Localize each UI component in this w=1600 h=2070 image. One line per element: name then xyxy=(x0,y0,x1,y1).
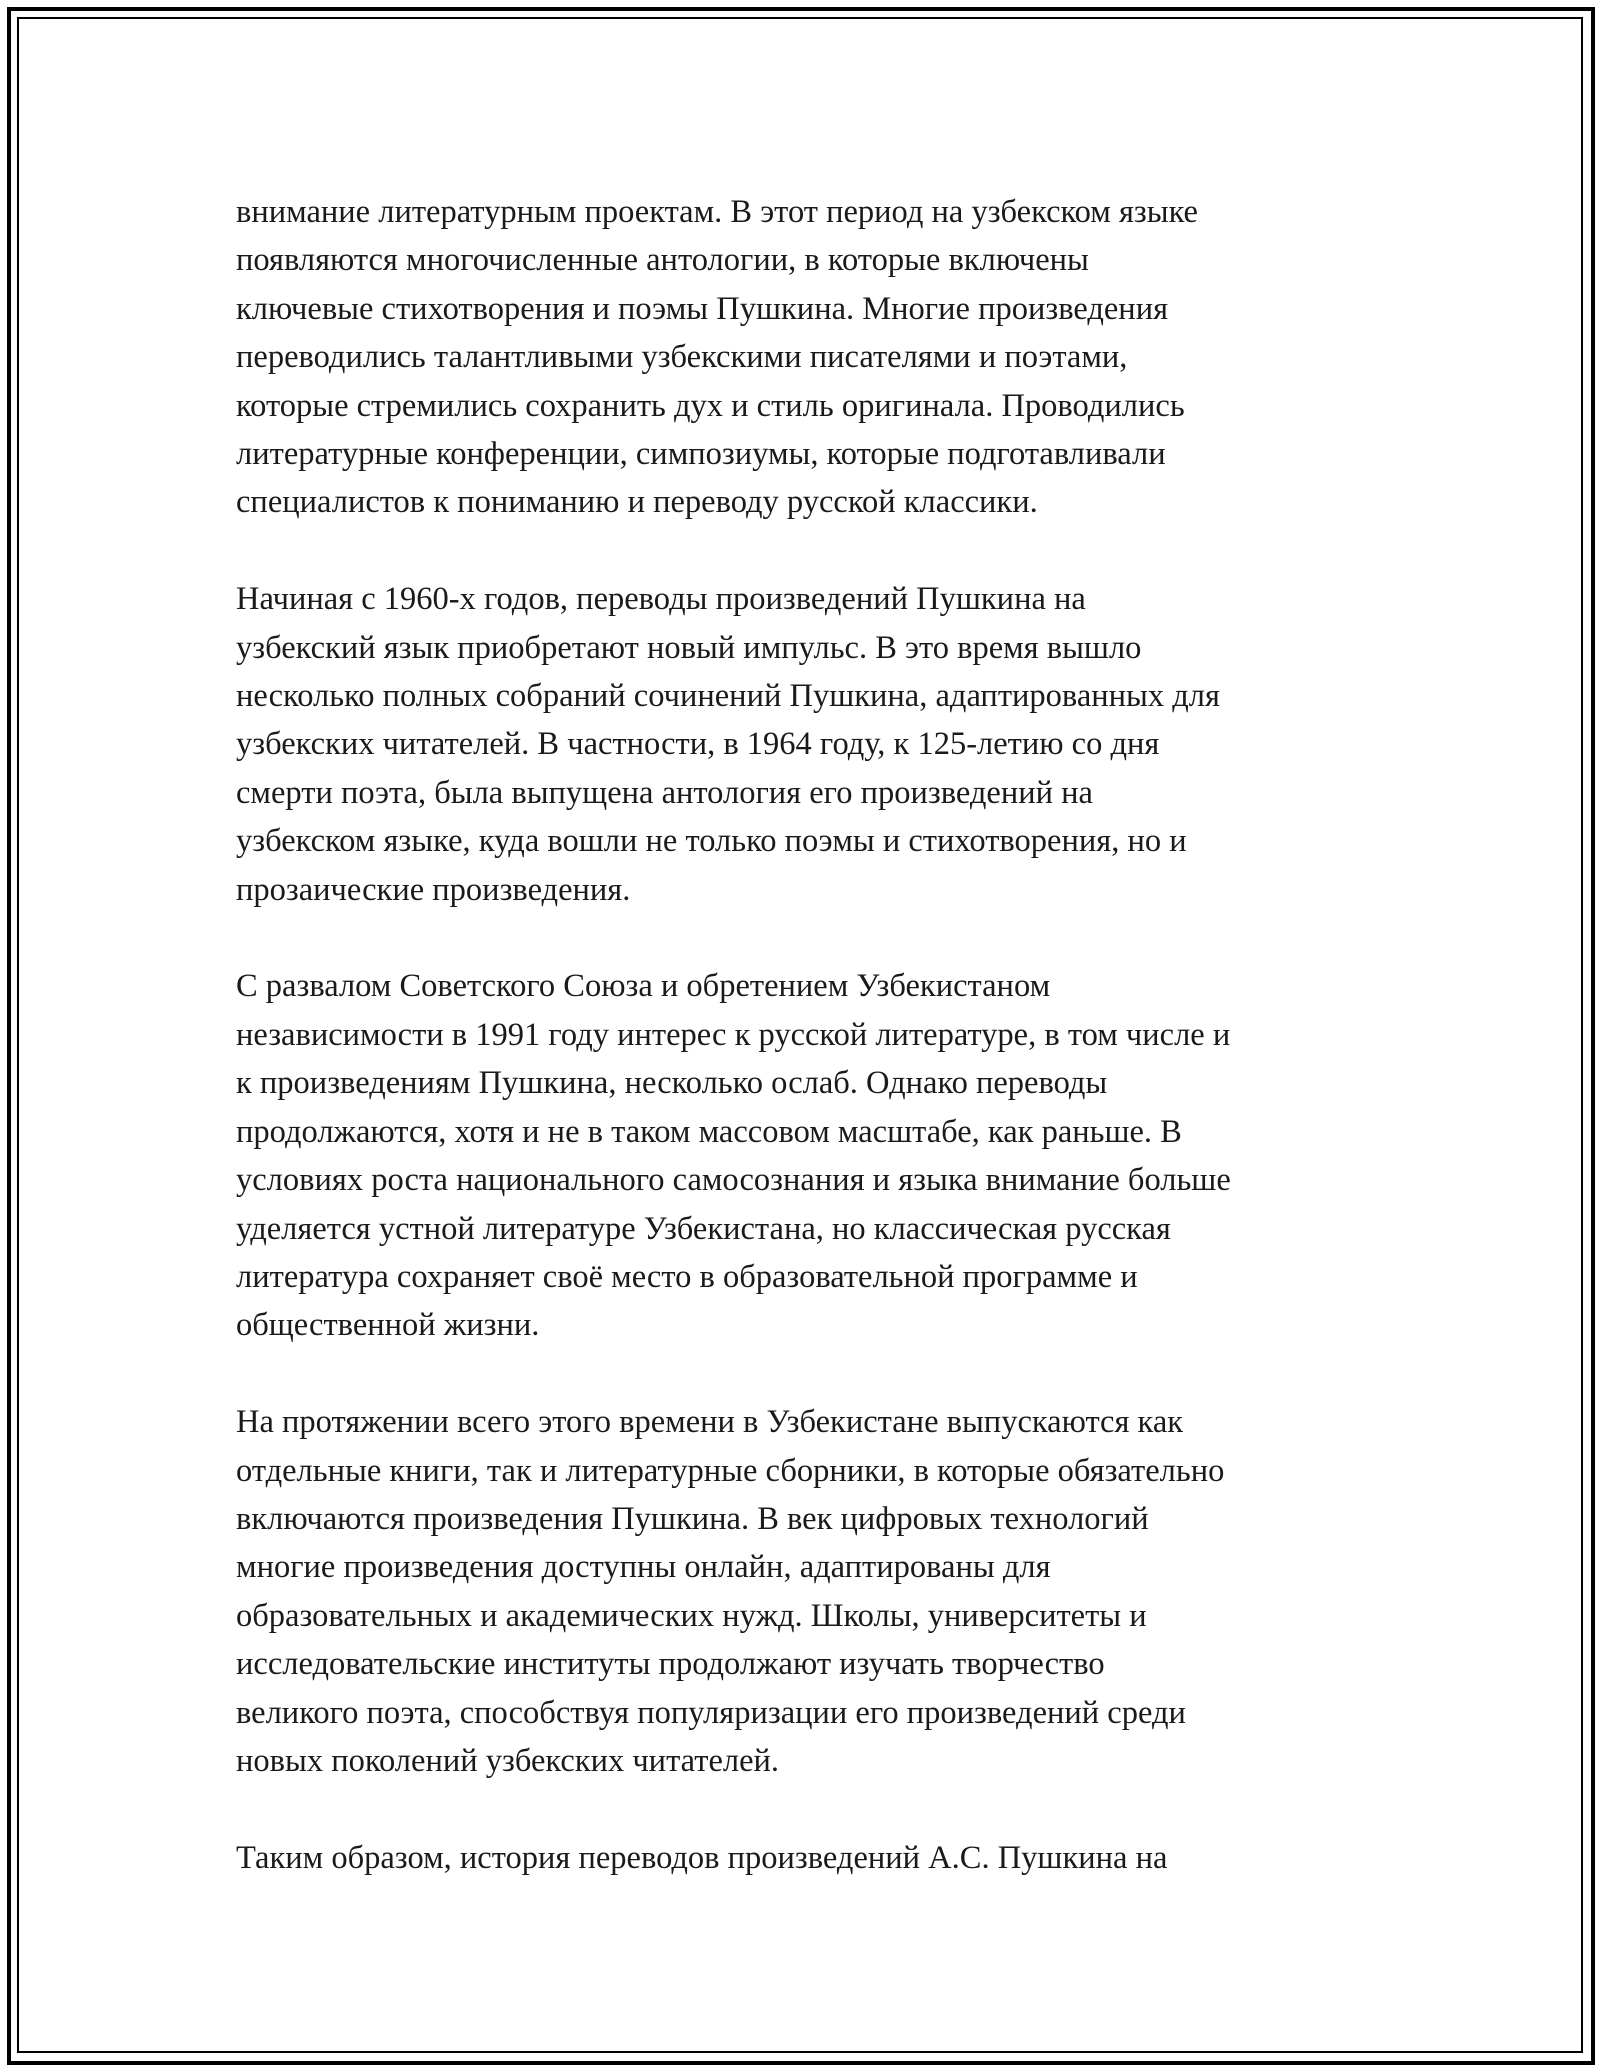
text-line: Таким образом, история переводов произведений А.С. Пушкина на xyxy=(236,1839,1168,1876)
paragraph xyxy=(236,1834,1376,1882)
text-line: несколько полных собраний сочинений Пушкина, адаптированных для xyxy=(236,678,1220,715)
text-line: специалистов к пониманию и переводу русской классики. xyxy=(236,484,1038,521)
text-line: узбекских читателей. В частности, в 1964 году, к 125-летию со дня xyxy=(236,726,1160,763)
text-line: Начиная с 1960-х годов, переводы произведений Пушкина на xyxy=(236,581,1086,618)
text-line: включаются произведения Пушкина. В век цифровых технологий xyxy=(236,1500,1149,1537)
text-line: литературные конференции, симпозиумы, которые подготавливали xyxy=(236,436,1166,473)
paragraph xyxy=(236,962,1376,1349)
text-line: которые стремились сохранить дух и стиль оригинала. Проводились xyxy=(236,387,1185,424)
text-line: прозаические произведения. xyxy=(236,871,631,908)
text-line: к произведениям Пушкина, несколько ослаб. Однако переводы xyxy=(236,1065,1108,1102)
text-line: продолжаются, хотя и не в таком массовом масштабе, как раньше. В xyxy=(236,1113,1182,1150)
text-line: общественной жизни. xyxy=(236,1307,540,1344)
document-body xyxy=(236,188,1376,1931)
text-line: узбекском языке, куда вошли не только поэмы и стихотворения, но и xyxy=(236,823,1187,860)
text-line: внимание литературным проектам. В этот период на узбекском языке xyxy=(236,194,1198,230)
text-line: условиях роста национального самосознания и языка внимание больше xyxy=(236,1162,1231,1199)
text-line: На протяжении всего этого времени в Узбекистане выпускаются как xyxy=(236,1404,1184,1441)
text-line: смерти поэта, была выпущена антология его произведений на xyxy=(236,774,1093,811)
text-line: образовательных и академических нужд. Школы, университеты и xyxy=(236,1597,1147,1634)
text-line: ключевые стихотворения и поэмы Пушкина. Многие произведения xyxy=(236,290,1169,327)
text-line: появляются многочисленные антологии, в которые включены xyxy=(236,242,1089,279)
text-line: уделяется устной литературе Узбекистана, но классическая русская xyxy=(236,1210,1171,1247)
text-line: великого поэта, способствуя популяризации его произведений среди xyxy=(236,1694,1186,1731)
text-line: многие произведения доступны онлайн, адаптированы для xyxy=(236,1549,1051,1586)
text-line: переводились талантливыми узбекскими писателями и поэтами, xyxy=(236,339,1128,376)
text-line: исследовательские институты продолжают изучать творчество xyxy=(236,1646,1105,1683)
paragraph xyxy=(236,1398,1376,1785)
text-line: литература сохраняет своё место в образовательной программе и xyxy=(236,1258,1138,1295)
text-line: отдельные книги, так и литературные сборники, в которые обязательно xyxy=(236,1452,1225,1489)
text-line: С развалом Советского Союза и обретением Узбекистаном xyxy=(236,968,1051,1005)
paragraph xyxy=(236,575,1376,914)
text-line: новых поколений узбекских читателей. xyxy=(236,1742,780,1779)
text-line: независимости в 1991 году интерес к русской литературе, в том числе и xyxy=(236,1016,1231,1053)
paragraph xyxy=(236,188,1376,527)
text-line: узбекский язык приобретают новый импульс. В это время вышло xyxy=(236,629,1142,666)
